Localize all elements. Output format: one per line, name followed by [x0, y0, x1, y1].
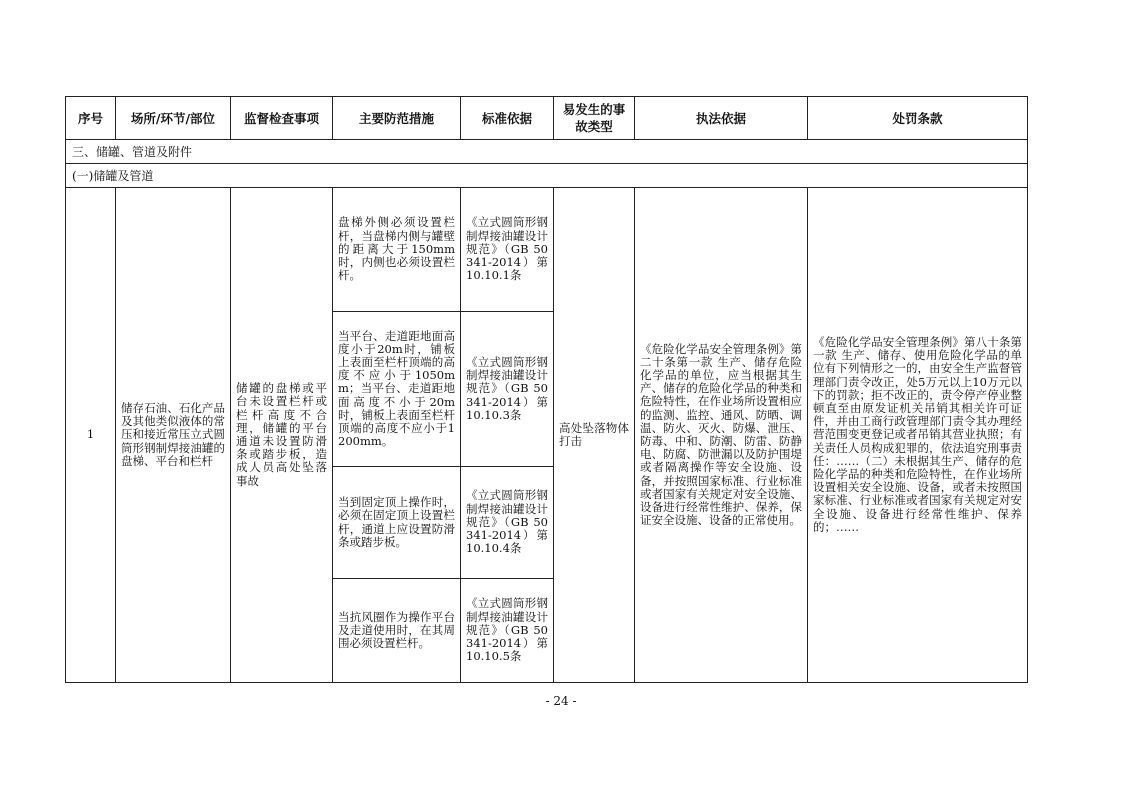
header-row [66, 97, 1028, 140]
standard-2: 《立式圆筒形钢制焊接油罐设计规范》（GB 50341-2014）第10.10.3条 [461, 312, 554, 467]
measure-4: 当抗风圈作为操作平台及走道使用时，在其周围必须设置栏杆。 [333, 579, 461, 683]
header-standard: 标准依据 [461, 97, 554, 140]
header-accident-type: 易发生的事故类型 [554, 97, 635, 140]
header-enforcement-basis: 执法依据 [635, 97, 808, 140]
section-title: 三、储罐、管道及附件 [66, 140, 1028, 164]
page-number: - 24 - [545, 694, 577, 708]
row-enforcement-basis: 《危险化学品安全管理条例》第二十条第一款 生产、储存危险化学品的单位，应当根据其生产、储存的危险化学品的种类和危险特性，在作业场所设置相应的监测、监控、通风、防晒、调温、防火、灭火、防爆、泄压、防毒、中和、防潮、防雷、防静电、防腐、防泄漏以及防护围堤或者隔离操作等安全设施、设备，并按照国家标准、行业标准或者国家有关规定对安全设施、设备进行经常性维护、保养，保证安全设施、设备的正常使用。 [635, 188, 808, 683]
row-accident-type: 高处坠落物体打击 [554, 188, 635, 683]
header-inspection-item: 监督检查事项 [231, 97, 333, 140]
measure-3: 当到固定顶上操作时，必须在固定顶上设置栏杆，通道上应设置防滑条或踏步板。 [333, 467, 461, 579]
header-number: 序号 [66, 97, 116, 140]
standard-3: 《立式圆筒形钢制焊接油罐设计规范》（GB 50341-2014）第10.10.4条 [461, 467, 554, 579]
inspection-table [65, 96, 1028, 683]
measure-2: 当平台、走道距地面高度小于20m时，铺板上表面至栏杆顶端的高度不应小于1050mm；当平台、走道距地面高度不小于20m时，铺板上表面至栏杆顶端的高度不应小于1200mm。 [333, 312, 461, 467]
table-row [66, 188, 1028, 312]
row-penalty: 《危险化学品安全管理条例》第八十条第一款 生产、储存、使用危险化学品的单位有下列情形之一的，由安全生产监督管理部门责令改正，处5万元以上10万元以下的罚款；拒不改正的，责令停产停业整顿直至由原发证机关吊销其相关许可证件，并由工商行政管理部门责令其办理经营范围变更登记或者吊销其营业执照；有关责任人员构成犯罪的，依法追究刑事责任：……（二）未根据其生产、储存的危险化学品的种类和危险特性，在作业场所设置相关安全设施、设备，或者未按照国家标准、行业标准或者国家有关规定对安全设施、设备进行经常性维护、保养的；…… [808, 188, 1028, 683]
header-measures: 主要防范措施 [333, 97, 461, 140]
section-row [66, 140, 1028, 164]
header-penalty: 处罚条款 [808, 97, 1028, 140]
standard-4: 《立式圆筒形钢制焊接油罐设计规范》（GB 50341-2014）第10.10.5条 [461, 579, 554, 683]
row-number: 1 [66, 188, 116, 683]
standard-1: 《立式圆筒形钢制焊接油罐设计规范》（GB 50341-2014）第10.10.1条 [461, 188, 554, 312]
row-location: 储存石油、石化产品及其他类似液体的常压和接近常压立式圆筒形钢制焊接油罐的盘梯、平台和栏杆 [116, 188, 231, 683]
measure-1: 盘梯外侧必须设置栏杆，当盘梯内侧与罐壁的距离大于150mm时，内侧也必须设置栏杆。 [333, 188, 461, 312]
subsection-row [66, 164, 1028, 188]
row-inspection-item: 储罐的盘梯或平台未设置栏杆或栏杆高度不合理，储罐的平台通道未设置防滑条或踏步板，造成人员高处坠落事故 [231, 188, 333, 683]
header-location: 场所/环节/部位 [116, 97, 231, 140]
subsection-title: (一)储罐及管道 [66, 164, 1028, 188]
